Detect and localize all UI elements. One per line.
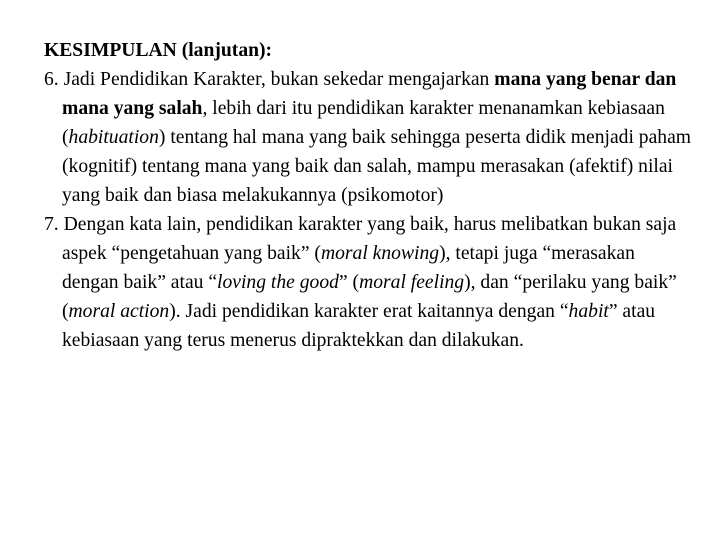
item-6-text-2: , lebih dari itu pendidikan karakter menanamkan kebiasaan ( bbox=[62, 98, 665, 148]
item-6-text-1: 6. Jadi Pendidikan Karakter, bukan sekedar mengajarkan bbox=[44, 69, 495, 90]
item-7-text-3: ” ( bbox=[338, 272, 360, 293]
slide-body bbox=[44, 36, 694, 355]
item-7-italic-moral-action: moral action bbox=[68, 301, 170, 322]
item-6-italic-habituation: habituation bbox=[68, 127, 159, 148]
slide-heading: KESIMPULAN (lanjutan): bbox=[44, 40, 273, 61]
item-7-italic-moral-knowing: moral knowing bbox=[320, 243, 440, 264]
item-7-text-2: ), tetapi juga “merasakan dengan baik” atau “ bbox=[62, 243, 635, 293]
item-7-text-5: ). Jadi pendidikan karakter erat kaitannya dengan “ bbox=[169, 301, 569, 322]
conclusion-item-7 bbox=[44, 210, 694, 355]
item-7-italic-habit: habit bbox=[568, 301, 609, 322]
item-7-text-4: ), dan “perilaku yang baik” ( bbox=[62, 272, 677, 322]
item-7-text-6: ” atau kebiasaan yang terus menerus dipraktekkan dan dilakukan. bbox=[62, 301, 656, 351]
item-6-text-3: ) tentang hal mana yang baik sehingga peserta didik menjadi paham (kognitif) tentang mana yang baik dan salah, mampu merasakan (afektif) nilai yang baik dan biasa melakukannya (psikomotor) bbox=[62, 127, 692, 206]
item-7-italic-loving-the-good: loving the good bbox=[217, 272, 339, 293]
item-7-text-1: 7. Dengan kata lain, pendidikan karakter yang baik, harus melibatkan bukan saja aspek “pengetahuan yang baik” ( bbox=[44, 214, 677, 264]
item-7-italic-moral-feeling: moral feeling bbox=[359, 272, 465, 293]
item-6-bold-phrase: mana yang benar dan mana yang salah bbox=[62, 69, 677, 119]
conclusion-item-6 bbox=[44, 65, 694, 210]
